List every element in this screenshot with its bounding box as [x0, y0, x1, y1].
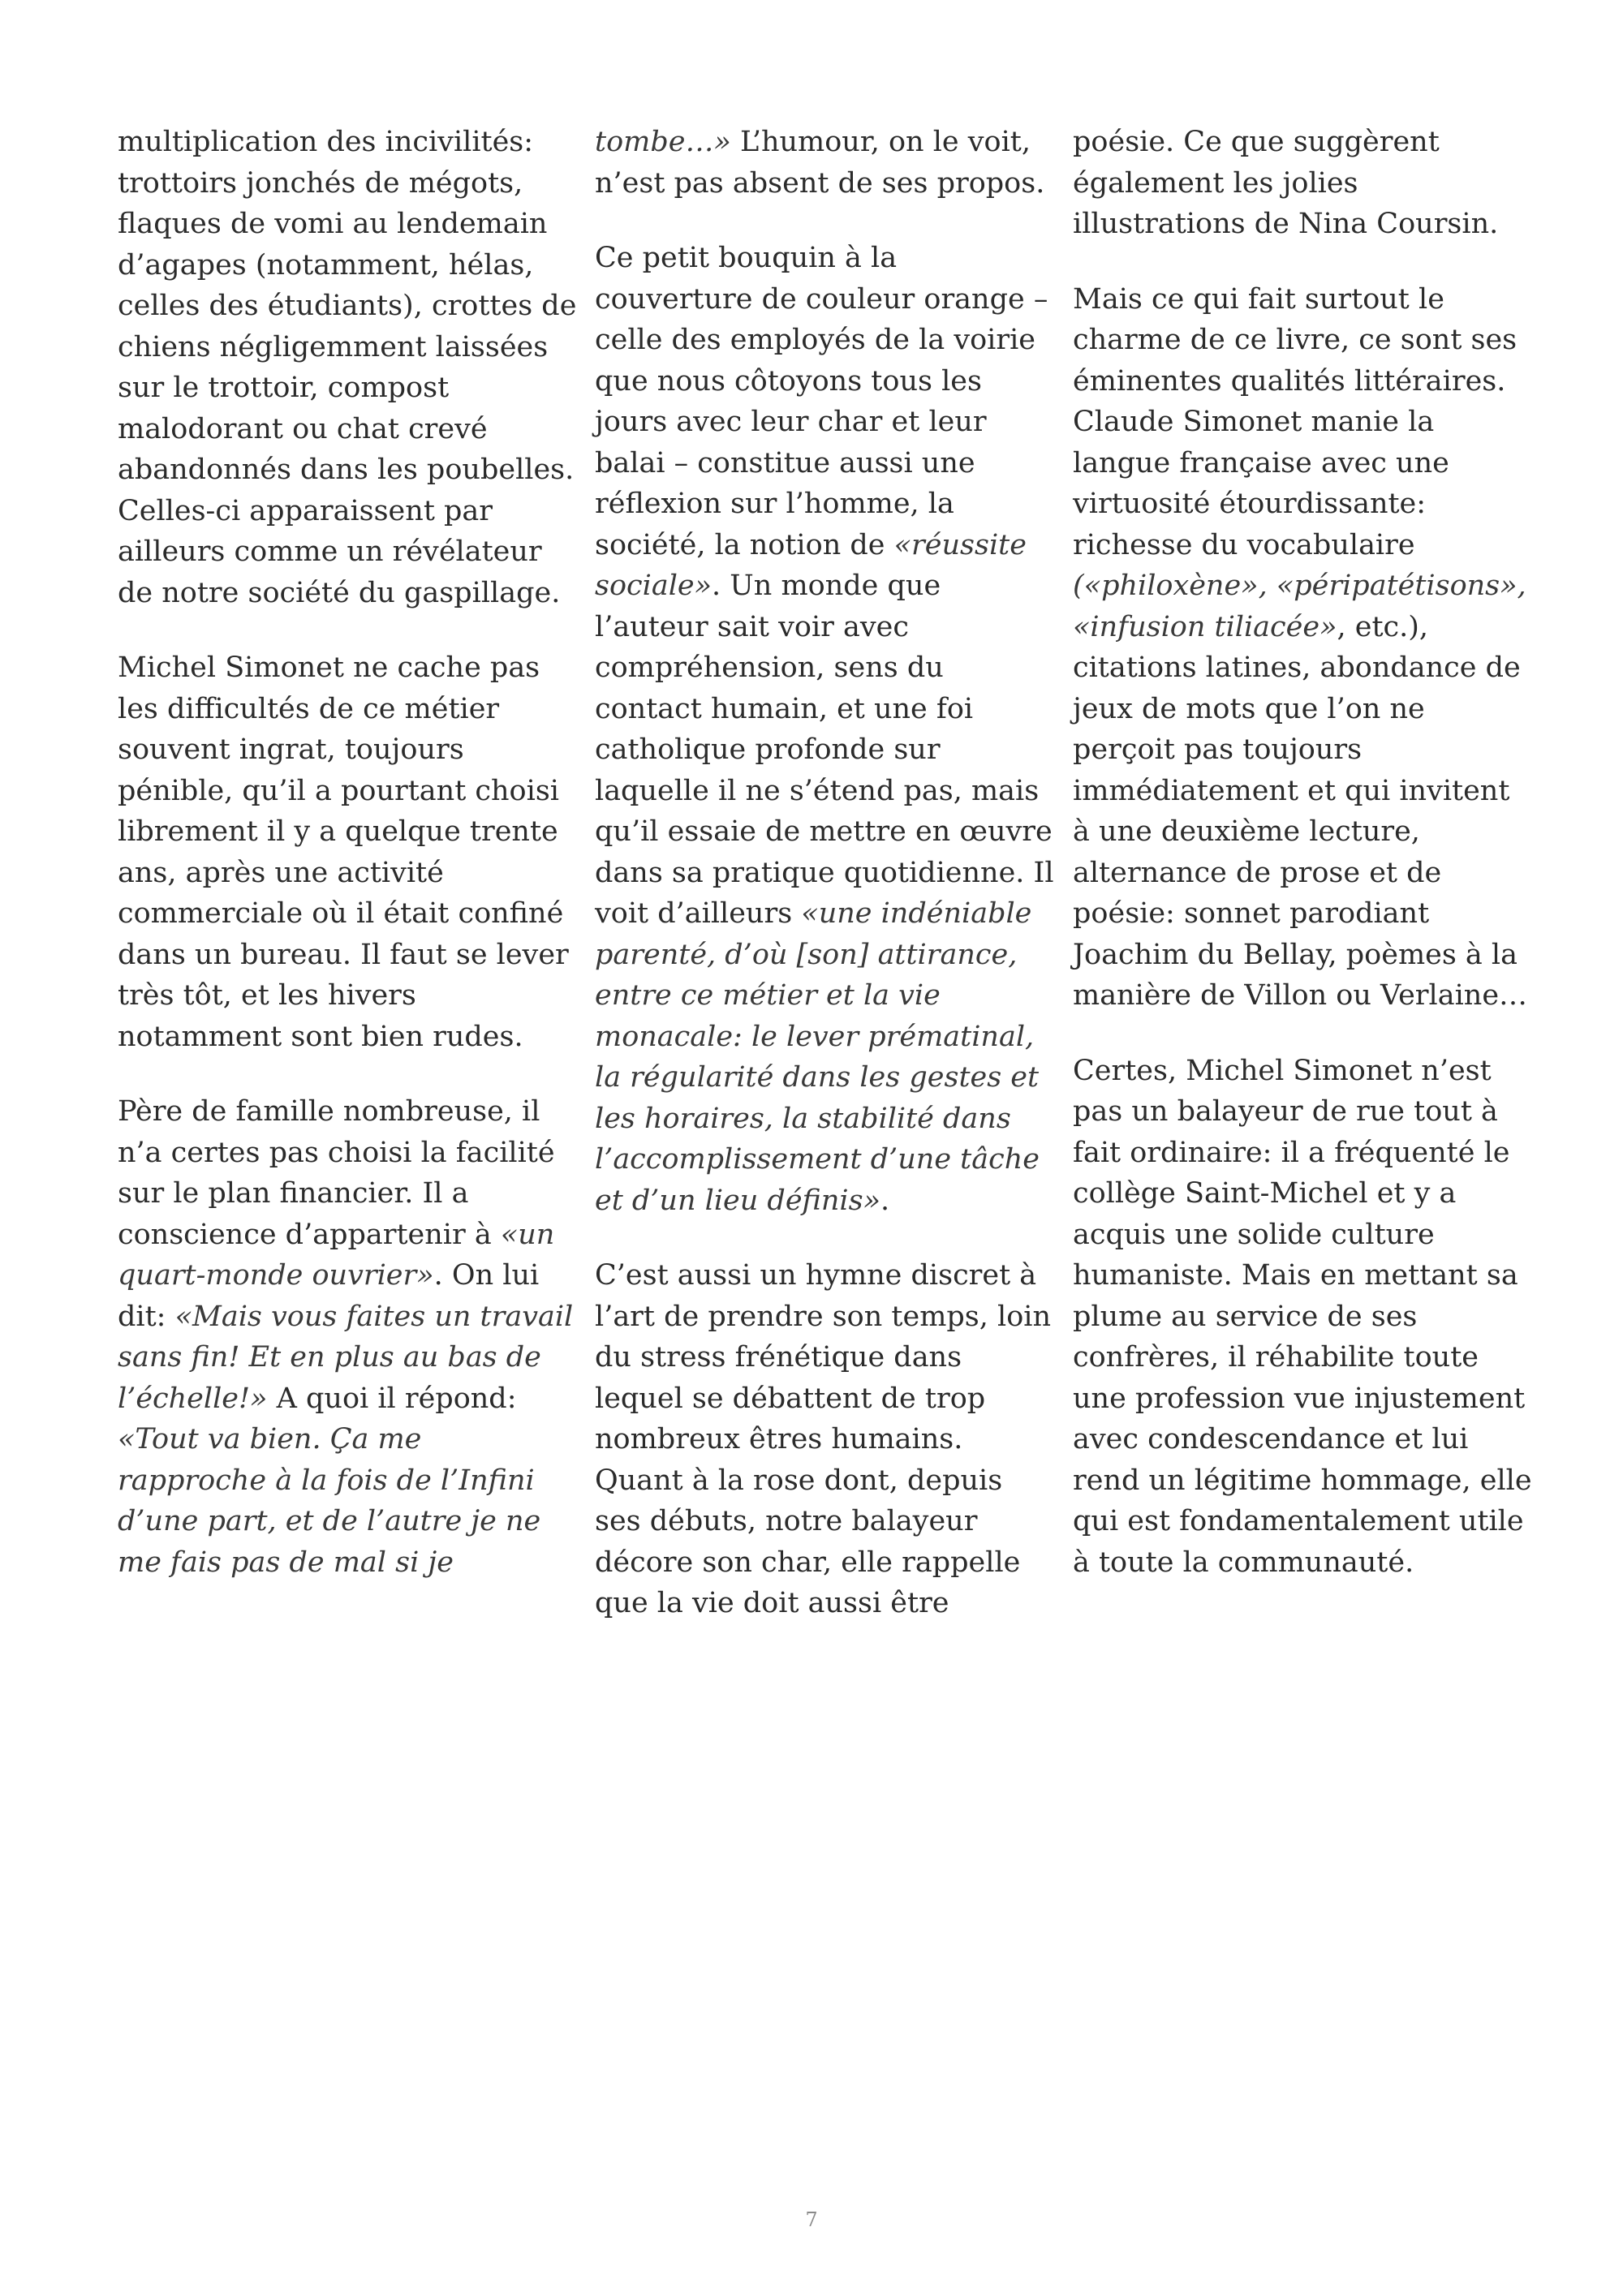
text-line: [118, 1133, 560, 1174]
text-line: [118, 286, 577, 327]
text-line: [595, 1017, 1037, 1058]
text-run: .: [880, 1184, 890, 1217]
text-run: n’est pas absent de ses propos.: [595, 166, 1045, 200]
text-line: [1073, 1051, 1515, 1092]
text-line: [1073, 771, 1515, 812]
text-line: [595, 1180, 1037, 1222]
text-run: abandonnés dans les poubelles.: [118, 454, 575, 486]
text-line: [595, 935, 1037, 976]
text-line: [1073, 484, 1515, 525]
text-run: une profession vue injustement: [1073, 1382, 1526, 1415]
text-run: alternance de prose et de: [1073, 856, 1442, 889]
text-run: rend un légitime hommage, elle: [1073, 1464, 1532, 1497]
text-line: [1073, 647, 1521, 689]
text-line: [118, 1017, 560, 1058]
text-run: perçoit pas toujours: [1073, 733, 1363, 766]
text-line: [595, 484, 1037, 525]
text-line: [1073, 361, 1515, 402]
text-run: de notre société du gaspillage.: [118, 576, 561, 609]
text-run: ses débuts, notre balayeur: [595, 1505, 978, 1537]
paragraph: [1073, 279, 1528, 1017]
text-line: [1073, 853, 1515, 894]
text-line: [1073, 1133, 1515, 1174]
text-line: [595, 1501, 1037, 1542]
text-line: [118, 771, 560, 812]
text-line: [1073, 320, 1518, 361]
italic-quote: sans fin! Et en plus au bas de: [118, 1341, 541, 1374]
text-line: [595, 729, 1037, 771]
text-run: plume au service de ses: [1073, 1300, 1418, 1333]
text-line: [1073, 204, 1515, 245]
italic-quote: «réussite: [893, 528, 1027, 561]
text-line: [595, 1583, 1037, 1624]
text-run: n’a certes pas choisi la facilité: [118, 1136, 555, 1169]
text-run: l’art de prendre son temps, loin: [595, 1300, 1051, 1333]
text-run: Michel Simonet ne cache pas: [118, 651, 540, 684]
text-line: [1073, 607, 1515, 648]
text-run: d’agapes (notamment, hélas,: [118, 248, 534, 282]
text-run: conscience d’appartenir à: [118, 1218, 501, 1251]
text-line: [595, 1378, 1037, 1420]
italic-quote: tombe…»: [595, 126, 731, 158]
text-run: société, la notion de: [595, 528, 894, 561]
italic-quote: monacale: le lever prématinal,: [595, 1020, 1035, 1053]
text-line: [595, 238, 1037, 279]
text-run: confrères, il réhabilite toute: [1073, 1341, 1479, 1374]
text-line: [118, 163, 560, 204]
italic-quote: d’une part, et de l’autre je ne: [118, 1505, 541, 1537]
text-run: virtuosité étourdissante:: [1073, 488, 1427, 520]
text-run: que nous côtoyons tous les: [595, 364, 982, 398]
text-line: [118, 1091, 560, 1133]
text-line: [595, 1337, 1037, 1378]
text-line: [118, 1173, 560, 1215]
text-run: Quant à la rose dont, depuis: [595, 1464, 1003, 1497]
text-run: Certes, Michel Simonet n’est: [1073, 1054, 1492, 1087]
text-line: [118, 1296, 574, 1338]
text-run: C’est aussi un hymne discret à: [595, 1259, 1037, 1292]
italic-quote: et d’un lieu définis»: [595, 1184, 880, 1217]
text-run: multiplication des incivilités:: [118, 126, 534, 158]
text-run: pas un balayeur de rue tout à: [1073, 1095, 1498, 1128]
text-line: [1073, 1215, 1515, 1256]
text-line: [595, 1296, 1051, 1338]
text-line: [1073, 893, 1515, 935]
text-line: [118, 1337, 560, 1378]
text-run: lequel se débattent de trop: [595, 1382, 986, 1415]
text-line: [595, 402, 1037, 443]
paragraph: [118, 122, 577, 613]
text-line: [1073, 1091, 1515, 1133]
text-run: trottoirs jonchés de mégots,: [118, 166, 523, 200]
text-column-1: [118, 122, 577, 1617]
text-line: [1073, 1419, 1515, 1460]
text-line: [595, 771, 1040, 812]
italic-quote: l’accomplissement d’une tâche: [595, 1143, 1040, 1176]
text-run: ailleurs comme un révélateur: [118, 535, 542, 568]
text-line: [118, 1378, 560, 1420]
text-run: flaques de vomi au lendemain: [118, 208, 548, 240]
italic-quote: «une indéniable: [801, 897, 1032, 930]
text-run: jeux de mots que l’on ne: [1073, 692, 1425, 725]
italic-quote: («philoxène», «péripatétisons»,: [1073, 570, 1526, 602]
text-run: éminentes qualités littéraires.: [1073, 364, 1506, 398]
text-line: [1073, 443, 1515, 484]
text-line: [118, 729, 560, 771]
text-line: [1073, 689, 1515, 730]
italic-quote: «Tout va bien. Ça me: [118, 1423, 422, 1455]
italic-quote: rapproche à la fois de l’Infini: [118, 1464, 535, 1497]
text-line: [118, 204, 560, 245]
text-line: [1073, 1460, 1532, 1502]
text-line: [595, 647, 1037, 689]
italic-quote: la régularité dans les gestes et: [595, 1061, 1040, 1094]
text-line: [595, 1419, 1037, 1460]
text-run: notamment sont bien rudes.: [118, 1020, 523, 1053]
text-line: [118, 491, 560, 532]
text-line: [595, 320, 1037, 361]
text-line: [595, 689, 1037, 730]
text-run: humaniste. Mais en mettant sa: [1073, 1259, 1518, 1292]
text-line: [1073, 525, 1515, 566]
text-line: [595, 122, 1037, 163]
text-line: [595, 361, 1037, 402]
text-run: à une deuxième lecture,: [1073, 815, 1420, 848]
paragraph: [1073, 1051, 1532, 1584]
text-run: Ce petit bouquin à la: [595, 242, 898, 274]
text-run: acquis une solide culture: [1073, 1218, 1435, 1251]
text-run: également les jolies: [1073, 166, 1358, 200]
italic-quote: parenté, d’où [son] attirance,: [595, 938, 1018, 971]
text-run: commerciale où il était confiné: [118, 897, 564, 930]
text-line: [1073, 935, 1518, 976]
text-run: poésie. Ce que suggèrent: [1073, 126, 1440, 158]
paragraph: [595, 1255, 1051, 1624]
text-run: à toute la communauté.: [1073, 1546, 1414, 1579]
text-run: , etc.),: [1337, 610, 1429, 643]
text-line: [1073, 975, 1528, 1017]
text-run: jours avec leur char et leur: [595, 406, 987, 438]
text-line: [1073, 1337, 1515, 1378]
text-line: [595, 811, 1053, 853]
text-column-2: [595, 122, 1054, 1658]
text-run: pénible, qu’il a pourtant choisi: [118, 774, 559, 807]
text-line: [118, 935, 569, 976]
italic-quote: l’échelle!»: [118, 1382, 268, 1415]
text-line: [118, 893, 564, 935]
text-line: [118, 853, 560, 894]
text-run: . On lui: [433, 1259, 540, 1292]
text-run: . Un monde que: [712, 570, 941, 602]
text-line: [595, 975, 1037, 1017]
text-run: les difficultés de ce métier: [118, 692, 500, 725]
text-run: sur le plan financier. Il a: [118, 1177, 469, 1210]
text-run: Joachim du Bellay, poèmes à la: [1073, 938, 1518, 971]
text-run: balai – constitue aussi une: [595, 446, 975, 479]
text-line: [595, 1460, 1037, 1502]
text-line: [118, 1460, 560, 1502]
paragraph: [118, 1091, 574, 1583]
text-run: du stress frénétique dans: [595, 1341, 962, 1374]
text-line: [118, 689, 560, 730]
text-line: [118, 409, 560, 450]
text-line: [118, 811, 560, 853]
text-run: collège Saint-Michel et y a: [1073, 1177, 1457, 1210]
text-run: l’auteur sait voir avec: [595, 610, 909, 643]
text-run: Claude Simonet manie la: [1073, 406, 1435, 438]
text-line: [595, 565, 1037, 607]
text-run: librement il y a quelque trente: [118, 815, 558, 848]
text-line: [595, 1099, 1037, 1140]
text-run: langue française avec une: [1073, 446, 1449, 479]
italic-quote: «infusion tiliacée»: [1073, 610, 1337, 643]
text-run: charme de ce livre, ce sont ses: [1073, 324, 1518, 356]
text-line: [595, 607, 1037, 648]
text-run: dans sa pratique quotidienne. Il: [595, 856, 1054, 889]
text-line: [1073, 122, 1515, 163]
text-line: [595, 1139, 1040, 1180]
italic-quote: sociale»: [595, 570, 712, 602]
text-line: [1073, 1296, 1515, 1338]
text-line: [1073, 1173, 1515, 1215]
italic-quote: «un: [500, 1218, 555, 1251]
text-line: [1073, 402, 1515, 443]
italic-quote: me fais pas de mal si je: [118, 1546, 454, 1579]
text-run: voit d’ailleurs: [595, 897, 802, 930]
text-run: souvent ingrat, toujours: [118, 733, 464, 766]
text-line: [1073, 1501, 1524, 1542]
text-line: [1073, 1378, 1526, 1420]
text-line: [118, 1501, 560, 1542]
text-line: [118, 245, 560, 286]
paragraph: [595, 238, 1054, 1221]
text-line: [118, 368, 560, 409]
text-line: [1073, 1542, 1515, 1584]
text-run: dit:: [118, 1300, 175, 1333]
text-line: [595, 1255, 1037, 1296]
text-run: richesse du vocabulaire: [1073, 528, 1415, 561]
text-run: réflexion sur l’homme, la: [595, 488, 954, 520]
text-line: [118, 975, 560, 1017]
text-run: nombreux êtres humains.: [595, 1423, 963, 1455]
page-number: 7: [805, 2208, 818, 2231]
italic-quote: entre ce métier et la vie: [595, 979, 941, 1012]
italic-quote: «Mais vous faites un travail: [174, 1300, 574, 1333]
text-line: [118, 1255, 560, 1296]
text-run: dans un bureau. Il faut se lever: [118, 938, 569, 971]
text-line: [118, 531, 560, 573]
text-run: illustrations de Nina Coursin.: [1073, 208, 1499, 240]
text-line: [1073, 565, 1526, 607]
text-run: décore son char, elle rappelle: [595, 1546, 1021, 1579]
text-line: [595, 853, 1054, 894]
text-run: avec condescendance et lui: [1073, 1423, 1469, 1455]
text-line: [118, 1542, 560, 1584]
text-run: qui est fondamentalement utile: [1073, 1505, 1524, 1537]
text-run: qu’il essaie de mettre en œuvre: [595, 815, 1053, 848]
text-line: [118, 647, 560, 689]
text-run: contact humain, et une foi: [595, 692, 974, 725]
text-run: très tôt, et les hivers: [118, 979, 416, 1012]
text-run: L’humour, on le voit,: [730, 126, 1031, 158]
text-run: Mais ce qui fait surtout le: [1073, 282, 1444, 316]
text-line: [595, 163, 1045, 204]
text-run: chiens négligemment laissées: [118, 330, 549, 363]
text-line: [118, 1215, 560, 1256]
text-run: Père de famille nombreuse, il: [118, 1095, 540, 1128]
text-run: malodorant ou chat crevé: [118, 412, 488, 445]
italic-quote: quart-monde ouvrier»: [118, 1259, 434, 1292]
text-line: [118, 573, 560, 614]
text-run: manière de Villon ou Verlaine…: [1073, 979, 1528, 1012]
text-run: laquelle il ne s’étend pas, mais: [595, 774, 1040, 807]
paragraph: [118, 647, 569, 1057]
text-run: ans, après une activité: [118, 856, 444, 889]
text-line: [118, 327, 560, 368]
paragraph: [595, 122, 1045, 204]
text-run: poésie: sonnet parodiant: [1073, 897, 1430, 930]
text-line: [118, 1419, 560, 1460]
text-line: [595, 279, 1048, 320]
text-run: celles des étudiants), crottes de: [118, 290, 577, 322]
text-line: [1073, 279, 1515, 320]
text-run: catholique profonde sur: [595, 733, 941, 766]
text-run: sur le trottoir, compost: [118, 372, 450, 404]
text-column-3: [1073, 122, 1532, 1617]
text-run: Celles-ci apparaissent par: [118, 494, 493, 527]
text-line: [595, 893, 1037, 935]
text-run: que la vie doit aussi être: [595, 1587, 949, 1619]
text-line: [595, 1057, 1040, 1099]
text-run: compréhension, sens du: [595, 651, 944, 684]
text-line: [1073, 729, 1515, 771]
text-line: [595, 525, 1037, 566]
text-run: celle des employés de la voirie: [595, 324, 1035, 356]
text-line: [595, 443, 1037, 484]
text-run: A quoi il répond:: [267, 1382, 517, 1415]
text-run: immédiatement et qui invitent: [1073, 774, 1510, 807]
text-line: [118, 122, 560, 163]
text-run: couverture de couleur orange –: [595, 282, 1048, 316]
text-line: [595, 1542, 1037, 1584]
italic-quote: les horaires, la stabilité dans: [595, 1102, 1011, 1135]
text-run: fait ordinaire: il a fréquenté le: [1073, 1136, 1510, 1169]
text-line: [118, 449, 575, 491]
text-line: [1073, 1255, 1518, 1296]
text-line: [1073, 163, 1515, 204]
text-line: [1073, 811, 1515, 853]
paragraph: [1073, 122, 1515, 245]
text-run: citations latines, abondance de: [1073, 651, 1521, 684]
